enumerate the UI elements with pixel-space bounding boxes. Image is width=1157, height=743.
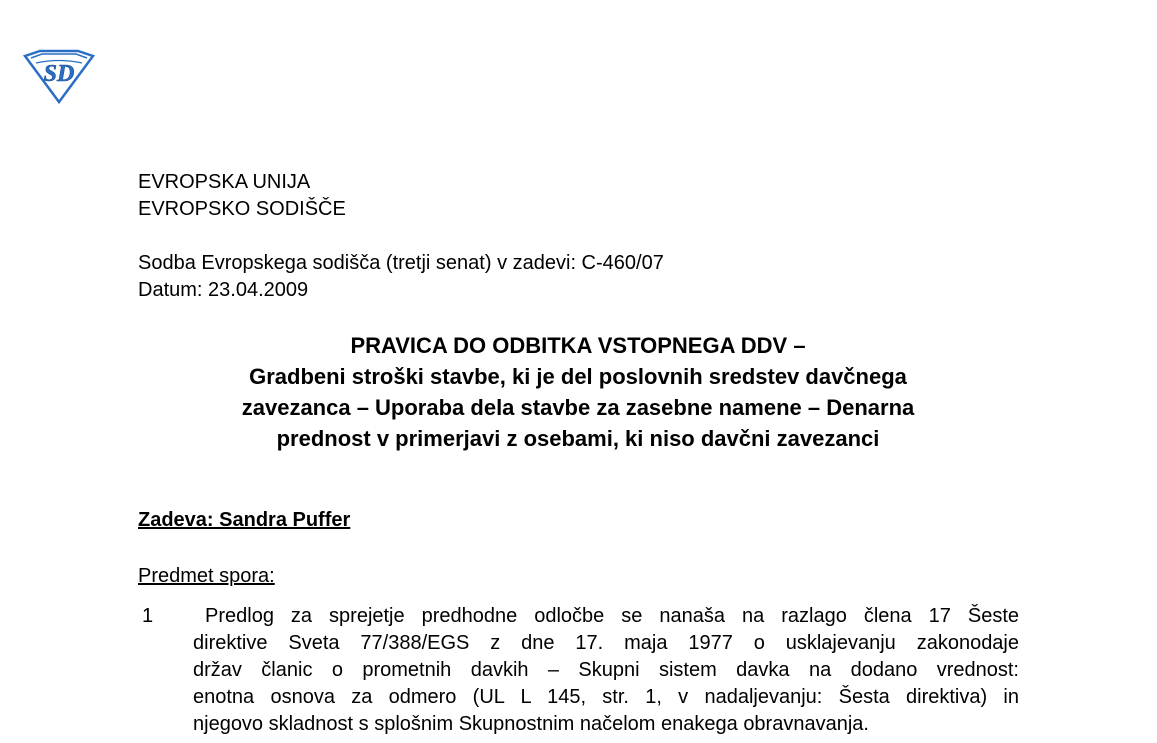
case-reference: Sodba Evropskega sodišča (tretji senat) v zadevi: C-460/07 bbox=[138, 252, 664, 274]
paragraph-number: 1 bbox=[142, 605, 154, 627]
subject-heading: Predmet spora: bbox=[138, 565, 275, 587]
svg-text:SD: SD bbox=[43, 61, 75, 87]
judgment-title bbox=[138, 330, 1018, 454]
judgment-date: Datum: 23.04.2009 bbox=[138, 279, 309, 301]
paragraph-line: enotna osnova za odmero (UL L 145, str. 1, v nadaljevanju: Šesta direktiva) in bbox=[193, 686, 1019, 708]
paragraph-line: direktive Sveta 77/388/EGS z dne 17. maja 1977 o usklajevanju zakonodaje bbox=[193, 632, 1019, 654]
title-line: zavezanca – Uporaba dela stavbe za zasebne namene – Denarna bbox=[241, 395, 915, 420]
title-line: PRAVICA DO ODBITKA VSTOPNEGA DDV – bbox=[350, 333, 806, 358]
header-court: EVROPSKO SODIŠČE bbox=[138, 198, 346, 220]
sd-shield-logo-icon bbox=[22, 48, 96, 104]
paragraph-line: Predlog za sprejetje predhodne odločbe se nanaša na razlago člena 17 Šeste bbox=[205, 605, 1019, 627]
title-line: Gradbeni stroški stavbe, ki je del poslovnih sredstev davčnega bbox=[249, 364, 907, 389]
paragraph-line: njegovo skladnost s splošnim Skupnostnim načelom enakega obravnavanja. bbox=[193, 713, 869, 735]
header-union: EVROPSKA UNIJA bbox=[138, 171, 311, 193]
title-line: prednost v primerjavi z osebami, ki niso davčni zavezanci bbox=[276, 426, 880, 451]
paragraph-body bbox=[193, 603, 1019, 738]
paragraph-line: držav članic o prometnih davkih – Skupni sistem davka na dodano vrednost: bbox=[193, 659, 1019, 681]
case-party: Zadeva: Sandra Puffer bbox=[138, 509, 351, 531]
